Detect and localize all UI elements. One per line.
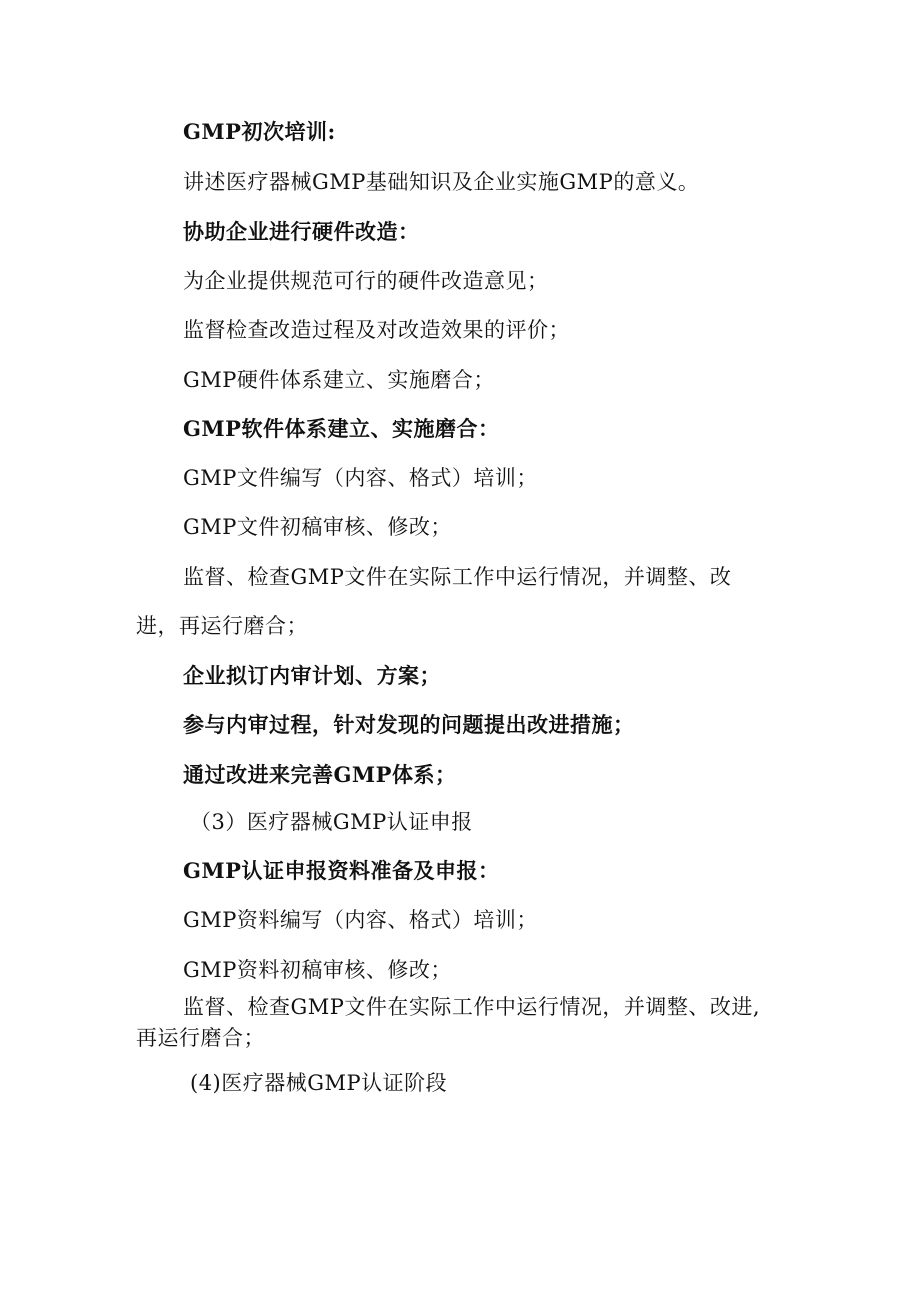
paragraph-supervise-documents-line1: 监督、检查GMP文件在实际工作中运行情况，并调整、改 — [183, 565, 732, 589]
list-item-materials-training: GMP资料编写（内容、格式）培训； — [183, 908, 538, 932]
list-item-hardware-advice: 为企业提供规范可行的硬件改造意见； — [183, 269, 549, 293]
list-item-hardware-system: GMP硬件体系建立、实施磨合； — [183, 368, 495, 392]
heading-hardware-renovation: 协助企业进行硬件改造： — [183, 219, 420, 244]
heading-improve-system: 通过改进来完善GMP体系； — [183, 762, 457, 787]
paragraph-supervise-materials-line2: 再运行磨合； — [136, 1026, 265, 1050]
list-item-supervise-renovation: 监督检查改造过程及对改造效果的评价； — [183, 318, 570, 342]
heading-application-materials: GMP认证申报资料准备及申报： — [183, 858, 500, 883]
paragraph-supervise-documents-line2: 进，再运行磨合； — [136, 614, 308, 638]
list-item-materials-review: GMP资料初稿审核、修改； — [183, 958, 452, 982]
heading-software-system: GMP软件体系建立、实施磨合： — [183, 416, 500, 441]
heading-internal-audit-plan: 企业拟订内审计划、方案； — [183, 663, 441, 688]
list-item-document-training: GMP文件编写（内容、格式）培训； — [183, 466, 538, 490]
section-heading-certification-application: （3）医疗器械GMP认证申报 — [190, 810, 473, 834]
heading-gmp-initial-training: GMP初次培训: — [183, 119, 336, 144]
section-heading-certification-stage: (4)医疗器械GMP认证阶段 — [190, 1071, 448, 1095]
heading-internal-audit-process: 参与内审过程，针对发现的问题提出改进措施； — [183, 712, 635, 737]
paragraph-supervise-materials-line1: 监督、检查GMP文件在实际工作中运行情况，并调整、改进, — [183, 995, 761, 1019]
list-item-document-review: GMP文件初稿审核、修改； — [183, 515, 452, 539]
paragraph-training-content: 讲述医疗器械GMP基础知识及企业实施GMP的意义。 — [183, 170, 700, 194]
